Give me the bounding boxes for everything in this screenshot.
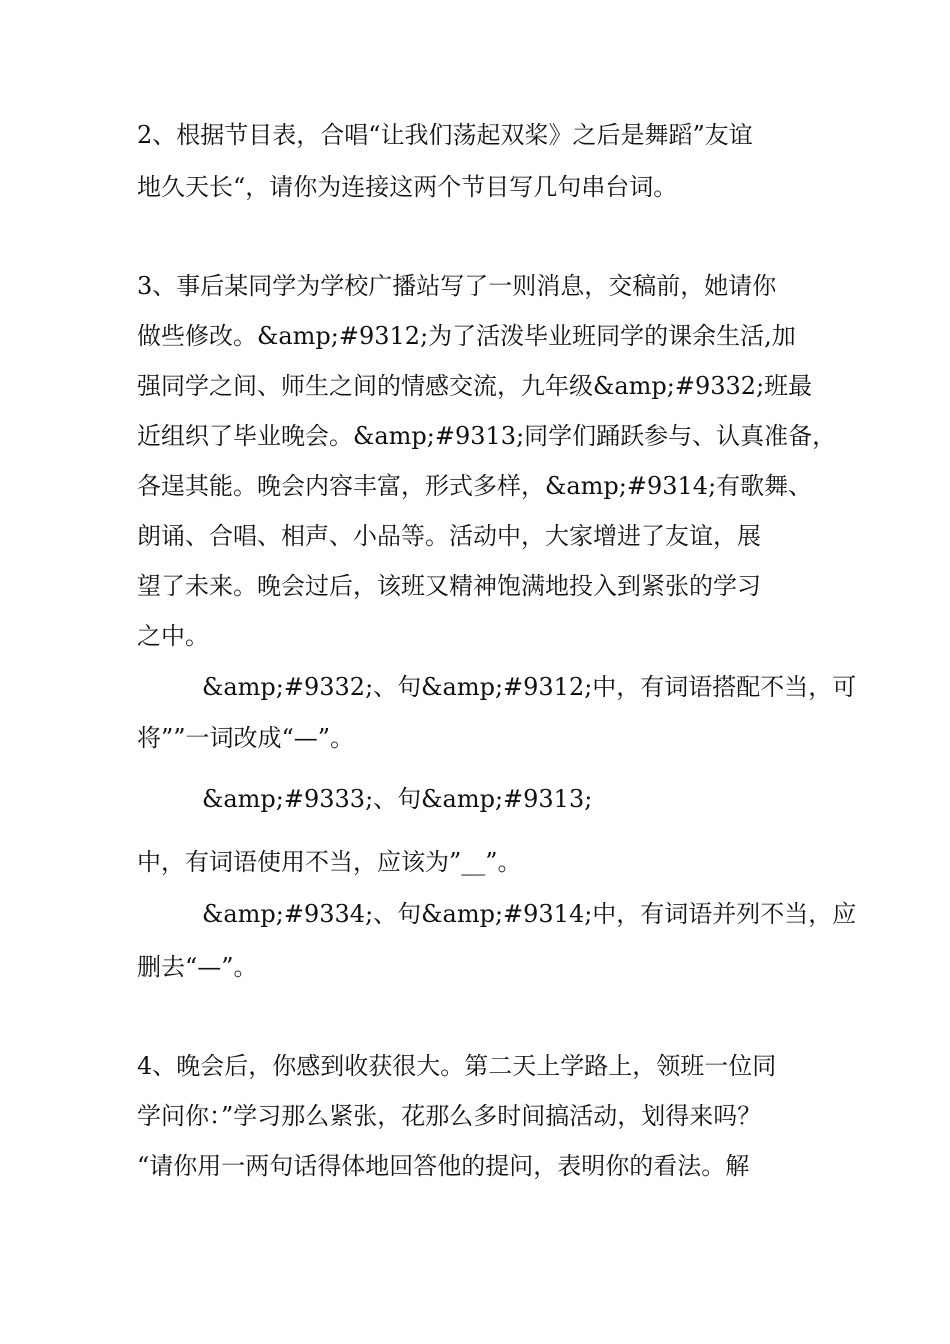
question-2-line-1: 2、根据节目表，合唱“让我们荡起双桨》之后是舞蹈”友谊 — [137, 121, 753, 149]
question-3-line-3: 强同学之间、师生之间的情感交流，九年级&amp;#9332;班最 — [137, 372, 813, 400]
sub-question-1-line-2: 将””一词改成“—”。 — [137, 724, 355, 752]
sub-question-3-line-1: &amp;#9334;、句&amp;#9314;中，有词语并列不当，应 — [202, 900, 857, 928]
question-3-line-1: 3、事后某同学为学校广播站写了一则消息，交稿前，她请你 — [137, 272, 777, 300]
question-3-line-7: 望了未来。晚会过后，该班又精神饱满地投入到紧张的学习 — [137, 572, 761, 600]
question-4-line-2: 学问你：”学习那么紧张，花那么多时间搞活动，划得来吗？ — [137, 1102, 762, 1130]
sub-question-1-line-1: &amp;#9332;、句&amp;#9312;中，有词语搭配不当，可 — [202, 673, 857, 701]
sub-question-3-line-2: 删去“—”。 — [137, 953, 258, 981]
question-2-line-2: 地久天长“，请你为连接这两个节目写几句串台词。 — [137, 173, 678, 201]
question-3-line-5: 各逞其能。晚会内容丰富，形式多样，&amp;#9314;有歌舞、 — [137, 472, 813, 500]
question-4-line-1: 4、晚会后，你感到收获很大。第二天上学路上，领班一位同 — [137, 1052, 777, 1080]
question-3-line-8: 之中。 — [137, 622, 209, 650]
sub-question-2-line-1: &amp;#9333;、句&amp;#9313; — [202, 785, 593, 813]
sub-question-2-line-2: 中，有词语使用不当，应该为”__”。 — [137, 848, 522, 876]
question-3-line-6: 朗诵、合唱、相声、小品等。活动中，大家增进了友谊，展 — [137, 522, 761, 550]
question-4-line-3: “请你用一两句话得体地回答他的提问，表明你的看法。解 — [137, 1152, 750, 1180]
question-3-line-4: 近组织了毕业晚会。&amp;#9313;同学们踊跃参与、认真准备， — [137, 422, 837, 450]
question-3-line-2: 做些修改。&amp;#9312;为了活泼毕业班同学的课余生活,加 — [137, 322, 796, 350]
